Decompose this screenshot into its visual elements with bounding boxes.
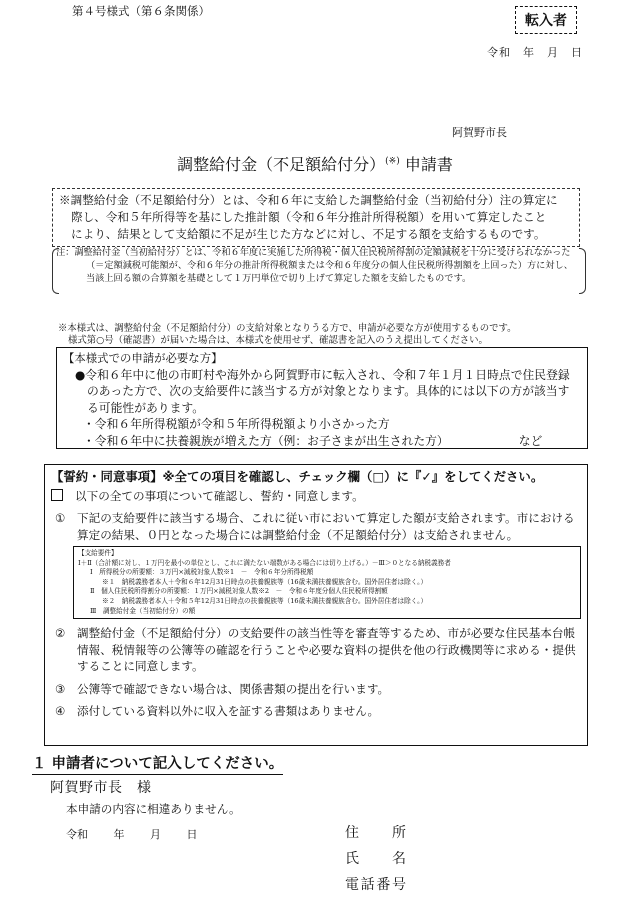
requirements-formula: Ⅰ＋Ⅱ（合計額に対し、１万円を最小の単位とし、これに満たない端数がある場合には切り上げる。）－Ⅲ＞０となる納税義務者 (78, 558, 451, 567)
requirements-heading: 【支給要件】 (78, 549, 118, 557)
name-field-label (345, 848, 407, 868)
eligibility-case: ・令和６年所得税額が令和５年所得税額より小さかった方 (83, 417, 390, 431)
agree-check-row[interactable] (51, 488, 581, 505)
usage-memo (58, 323, 516, 347)
footnote (56, 246, 580, 285)
oath-item-text: 調整給付金（不足額給付分）の支給要件の該当性等を審査等するため、市が必要な住民基本台帳情報、税情報等の公簿等の確認を行うことや必要な資料の提供を他の行政機関等に求める・提供することに同意します。 (77, 626, 576, 674)
agreement-statement: 本申請の内容に相違ありません。 (66, 802, 241, 816)
phone-field-label (345, 874, 407, 894)
transferee-badge: 転入者 (515, 6, 577, 34)
memo-line: ※本様式は、調整給付金（不足額給付分）の支給対象となりうる方で、申請が必要な方が使用するものです。 (58, 323, 517, 334)
notice-line: 際し、令和５年所得等を基にした推計額（令和６年分推計所得税額）を用いて算定したこと (71, 210, 547, 224)
oath-item-text: 公簿等で確認できない場合は、関係書類の提出を行います。 (77, 681, 390, 696)
oath-item-text: 添付している資料以外に収入を証する書類はありません。 (77, 704, 380, 719)
requirement-note: ※２ 納税義務者本人＋令和５年12月31日時点の扶養親族等（16歳未満扶養親族含む。国外居住者は除く。） (102, 596, 428, 605)
eligibility-etc: など (518, 433, 543, 448)
oath-box (44, 464, 588, 746)
oath-item (51, 625, 581, 675)
header-date: 令和 年 月 日 (487, 46, 583, 59)
notice-box (52, 188, 580, 247)
title-suffix: 申請書 (399, 155, 453, 174)
notice-line: ※調整給付金（不足額給付分）とは、令和６年に支給した調整給付金（当初給付分）注の算定に (59, 193, 558, 207)
oath-item (51, 681, 581, 698)
oath-item (51, 510, 581, 543)
oath-item-number: ③ (55, 681, 66, 696)
address-label: 住所 (345, 825, 407, 841)
bracket-left (52, 248, 59, 294)
bracket-right (579, 248, 586, 294)
notice-line: により、結果として支給額に不足が生じた方などに対し、不足する額を支給するものです。 (71, 227, 546, 241)
oath-item-number: ① (55, 511, 66, 525)
oath-item-number: ② (55, 626, 66, 641)
oath-item-text: 下記の支給要件に該当する場合、これに従い市において算定した額が支給されます。市における算定の結果、０円となった場合には調整給付金（不足額給付分）は支給されません。 (77, 511, 575, 542)
title-text: 調整給付金（不足額給付分） (177, 155, 386, 174)
eligibility-box (56, 347, 588, 449)
eligibility-case (63, 433, 581, 450)
agree-check-label: 以下の全ての事項について確認し、誓約・同意します。 (75, 488, 364, 503)
address-field-label (345, 822, 407, 842)
name-label: 氏名 (345, 851, 407, 867)
page-title (0, 152, 630, 175)
section-heading: １ 申請者について記入してください。 (32, 752, 283, 775)
eligibility-bullet: ●令和６年中に他の市町村や海外から阿賀野市に転入され、令和７年１月１日時点で住民登録のあった方で、次の支給要件に該当する方が対象となります。具体的には以下の方が該当する可能性があります。 (75, 367, 570, 415)
title-mark: (※) (385, 156, 400, 167)
oath-item-number: ④ (55, 704, 66, 719)
memo-line: 様式第○号（確認書）が届いた場合は、本様式を使用せず、確認書を記入のうえ提出してください。 (68, 335, 488, 346)
requirement-row: Ⅰ 所得税分の所要額：３万円×減税対象人数※1 － 令和６年分所得税額 (90, 568, 314, 577)
form-number: 第４号様式（第６条関係） (72, 4, 210, 18)
addressee: 阿賀野市長 様 (50, 780, 152, 796)
requirements-box (73, 546, 581, 619)
requirement-row: Ⅱ 個人住民税所得割分の所要額：１万円×減税対象人数※2 － 令和６年度分個人住民税所得割額 (90, 587, 388, 596)
eligibility-case-text: ・令和６年中に扶養親族が増えた方（例：お子さまが出生された方） (83, 433, 449, 448)
oath-item (51, 703, 581, 720)
oath-heading: 【誓約・同意事項】※全ての項目を確認し、チェック欄（□）に『✓』をしてください。 (51, 469, 544, 484)
header-addressee: 阿賀野市長 (452, 126, 507, 139)
eligibility-heading: 【本様式での申請が必要な方】 (63, 351, 223, 365)
application-date: 令和 年 月 日 (66, 828, 198, 841)
requirement-row: Ⅲ 調整給付金（当初給付分）の額 (90, 606, 196, 615)
phone-label: 電話番号 (345, 877, 407, 893)
requirement-note: ※１ 納税義務者本人＋令和６年12月31日時点の扶養親族等（16歳未満扶養親族含む。国外居住者は除く。） (102, 577, 428, 586)
agree-checkbox[interactable] (51, 489, 63, 501)
footnote-text: 注：調整給付金（当初給付分）とは、令和６年度に実施した所得税・個人住民税所得割の定額減税を十分に受けられなかった（＝定額減税可能額が、令和６年分の推計所得税額または令和６年度分の個人住民税所得割額を上回った）方に対し、当該上回る額の合算額を基礎として１万円単位で切り上げて算定した額を支給したものです。 (56, 247, 573, 284)
